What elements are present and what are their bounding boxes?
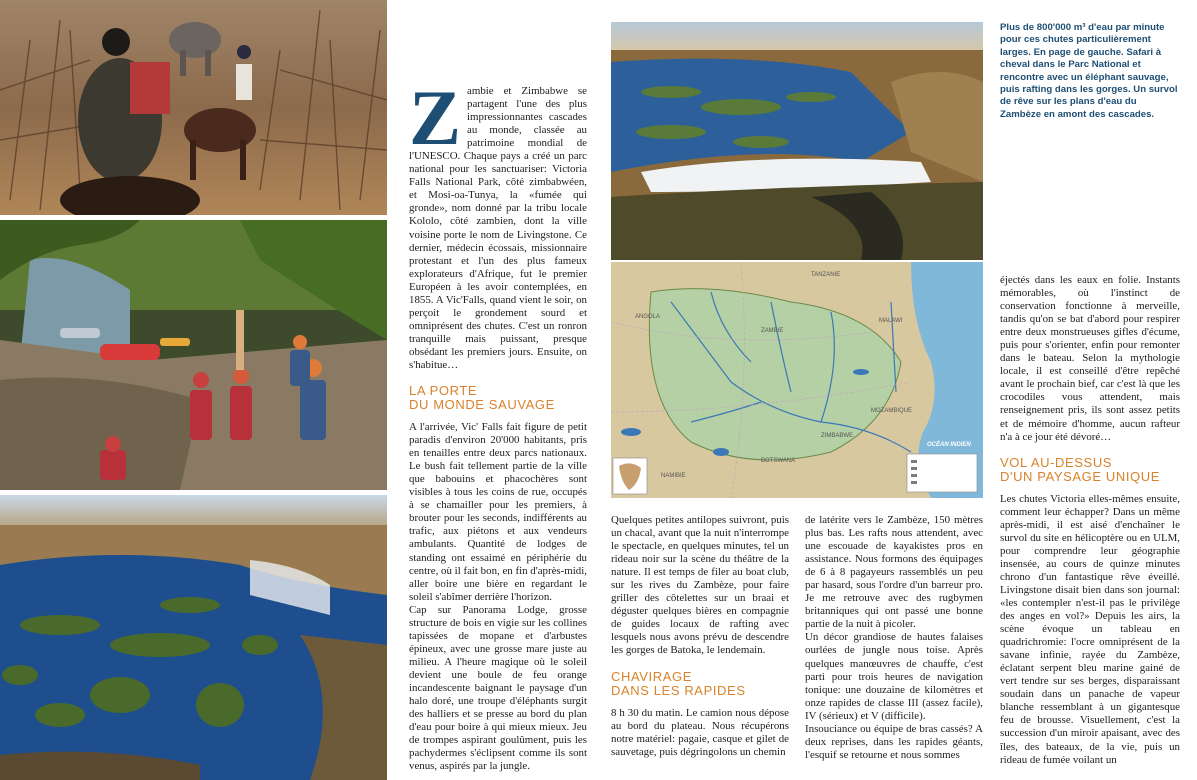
section1-paragraph-2: Cap sur Panorama Lodge, grosse structure de bois en vigie sur les collines tapissées de mopane et d'arbustes épineux, avec une grosse mare juste au milieu. A l'heure magique où le soleil devient une boule de feu orange incandescente baignant le paysage d'un halo doré, une troupe d'éléphants surgit des halliers et se presse au bord du plan d'eau pour boire à qui mieux mieux. Jeu de trompes aspirant goulûment, puis les pachydermes s'éclipsent comme ils sont venus, aspirés par la jungle. [409, 603, 587, 773]
photo-horse-safari [0, 0, 387, 215]
col-c-paragraph-1: éjectés dans les eaux en folie. Instants mémorables, où l'instinct de conservation fonctionne à merveille, tandis qu'on se bat d'abord pour respirer entre deux monstrueuses gifles d'écume, puis pour s'orienter, enfin pour remonter dans le bateau. Selon la mythologie locale, il est conseillé d'être repêché avant le prochain bief, car c'est là que les crocodiles vous attendent, mais renseignement pris, ils sont assez petits et de mémoire d'homme, aucun rafteur n'a à ce jour été dévoré… [1000, 274, 1180, 443]
column-intro [409, 74, 587, 773]
column-c [1000, 274, 1180, 767]
col-b2-paragraph-1: de latérite vers le Zambèze, 150 mètres plus bas. Les rafts nous attendent, avec une escouade de kayakistes pros en assistance. Nous formons des équipages de 6 à 8 pagayeurs rassemblés un peu par hasard, sous l'ordre d'un barreur pro. Je me retrouve avec des rugbymen britanniques qui ont passé une bonne partie de la nuit à picoler. [805, 514, 983, 631]
photo-zambezi-aerial [0, 495, 387, 780]
col-b2-paragraph-3: Insouciance ou équipe de bras cassés? A deux reprises, dans les rapides géants, l'esquif se retourne et nous sommes [805, 722, 983, 761]
section1-paragraph-1: A l'arrivée, Vic' Falls fait figure de petit paradis d'environ 20'000 habitants, pris en tenailles entre deux parcs nationaux. Le bush fait tellement partie de la ville que babouins et phacochères sont visibles à tous les coins de rue, occupés à se chamailler pour les premiers, à brouter pour les seconds, indifférents au trafic, aux piétons et aux vendeurs ambulants. Quantité de lodges de standing ont essaimé en périphérie du centre, où il fait bon, en fin d'après-midi, aller boire une bière en regardant le soleil s'abîmer derrière l'horizon. [409, 421, 587, 603]
col-b1-paragraph: Quelques petites antilopes suivront, puis un chacal, avant que la nuit n'interrompe le spectacle, en quelques minutes, tel un rideau noir sur la scène du théâtre de la nature. Il est temps de filer au boat club, sur les rives du Zambèze, pour faire griller des côtelettes sur un braai et déguster quelques bières en compagnie de guides locaux de rafting avec lesquels nous avons prévu de descendre les gorges de Batoka, le lendemain. [611, 514, 789, 657]
drop-cap: Z [409, 74, 462, 161]
map-label-namibie: NAMIBIE [661, 473, 686, 479]
map-label-zambie: ZAMBIE [761, 328, 784, 334]
col-c-paragraph-2: Les chutes Victoria elles-mêmes ensuite, comment leur échapper? Dans un même après-midi, il est aisé d'enchaîner le survol du site en hélicoptère ou en ULM, pour comprendre leur géographie insensée, au cours de quinze minutes chrono d'un fantastique rêve éveillé. Livingstone disait bien dans son journal: «les contempler n'est-il pas le privilège des anges en vol?» Depuis les airs, la scène évoque un tableau en quadrichromie: l'ocre omniprésent de la savane infinie, rayée du Zambèze, éclatant serpent bleu marine gainé de vert tendre sur ses berges, disparaissant soudain dans un panache de vapeur blanche ressemblant à un gigantesque feu de brousse. Visuellement, c'est la succession d'un miroir apaisant, avec des îles, des bateaux, de la vie, puis un rideau de fumée voilant un [1000, 492, 1180, 766]
section-heading-chavirage: CHAVIRAGE DANS LES RAPIDES [611, 668, 746, 698]
photo-caption: Plus de 800'000 m³ d'eau par minute pour ces chutes particulièrement larges. En page de gauche. Safari à cheval dans le Parc National et rencontre avec un éléphant sauvage, puis rafting dans les gorges. Un survol de rêve sur les plans d'eau du Zambèze en amont des cascades. [1000, 22, 1178, 120]
map-label-mozambique: MOZAMBIQUE [871, 408, 913, 414]
photo-rafting-group [0, 220, 387, 490]
map-label-botswana: BOTSWANA [761, 458, 796, 464]
map-label-malawi: MALAWI [879, 318, 903, 324]
section2-paragraph-1: 8 h 30 du matin. Le camion nous dépose au bord du plateau. Nous récupérons notre matériel: pagaie, casque et gilet de sauvetage, puis dégringolons un chemin [611, 706, 789, 758]
column-b2 [805, 514, 983, 762]
col-b2-paragraph-2: Un décor grandiose de hautes falaises ourlées de jungle nous toise. Après quelques manœuvres de chauffe, c'est parti pour trois heures de navigation tonique: une douzaine de kilomètres et onze rapides de classe III (assez facile), IV (sérieux) et V (difficile). [805, 631, 983, 722]
map-label-tanzanie: TANZANIE [811, 272, 841, 278]
map-label-angola: ANGOLA [635, 314, 661, 320]
intro-paragraph: ambie et Zimbabwe se partagent l'une des plus impressionnantes cascades au monde, classée au patrimoine mondial de l'UNESCO. Chaque pays a créé un parc national pour les sanctuariser: Victoria Falls National Park, côté zimbabwéen, et Mosi-oa-Tunya, la «fumée qui gronde», nom donné par la tribu locale Kololo, côté zambien, dont la ville voisine porte le nom de Livingstone. Ce dernier, médecin écossais, missionnaire protestant et l'un des plus fameux explorateurs d'Afrique, fut le premier Européen à les avoir contemplées, en 1855. A Vic'Falls, quand vient le soir, on perçoit le grondement sourd et omniprésent des chutes. C'est un ronron tranquille mais puissant, presque obsédant les premiers jours. Ensuite, on s'habitue… [409, 85, 587, 371]
section-heading-vol: VOL AU-DESSUS D'UN PAYSAGE UNIQUE [1000, 454, 1161, 484]
map-label-zimbabwe: ZIMBABWE [821, 433, 854, 439]
column-b1 [611, 514, 789, 759]
map-label-ocean-indien: OCÉAN INDIEN [927, 442, 971, 448]
photo-victoria-falls-aerial [611, 22, 983, 260]
map-zambezi-basin [611, 262, 983, 498]
section-heading-porte: LA PORTE DU MONDE SAUVAGE [409, 383, 555, 413]
